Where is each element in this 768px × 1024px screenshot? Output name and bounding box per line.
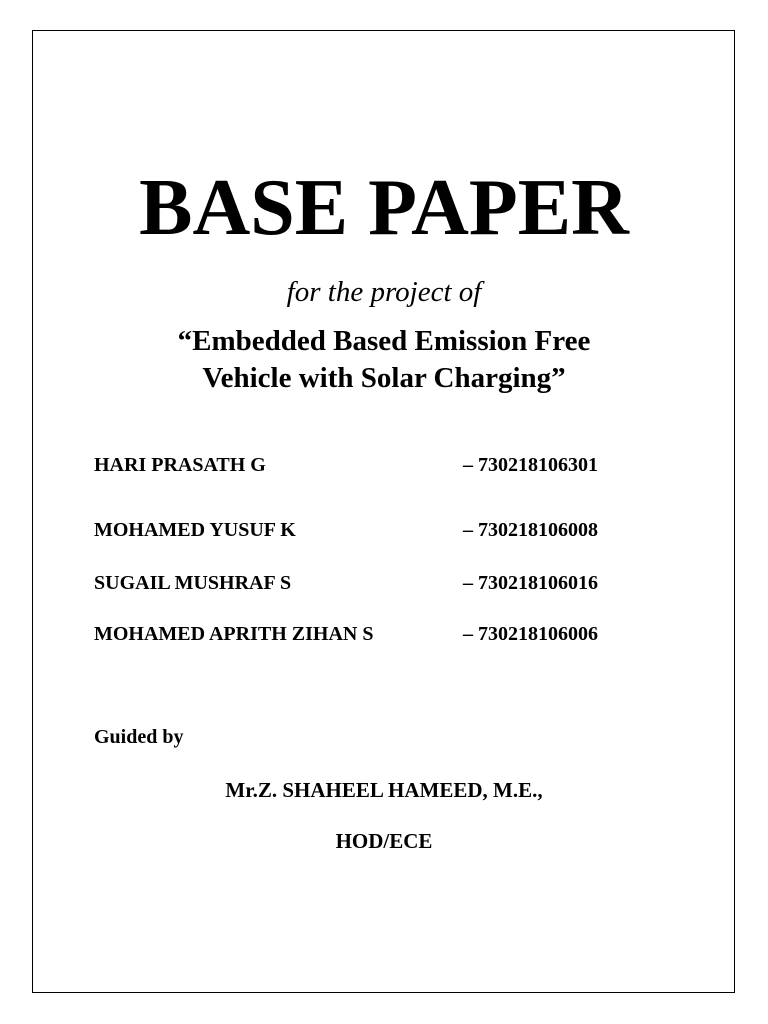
member-register-number: – 730218106301 [463,454,598,476]
member-row [94,621,654,647]
member-row [94,452,654,478]
member-name: MOHAMED APRITH ZIHAN S [94,623,374,645]
project-title-line-2: Vehicle with Solar Charging” [202,362,566,394]
member-name: HARI PRASATH G [94,454,266,476]
member-row [94,517,654,543]
member-name: SUGAIL MUSHRAF S [94,572,292,594]
member-register-number: – 730218106016 [463,572,598,594]
member-register-number: – 730218106006 [463,623,598,645]
project-title [0,323,768,397]
guided-by-label: Guided by [94,726,184,748]
member-row [94,570,654,596]
member-register-number: – 730218106008 [463,519,598,541]
document-title: BASE PAPER [139,164,629,252]
document-subtitle: for the project of [286,276,482,308]
guide-designation: HOD/ECE [335,829,433,853]
member-name: MOHAMED YUSUF K [94,519,296,541]
guide-name: Mr.Z. SHAHEEL HAMEED, M.E., [225,778,543,802]
project-title-line-1: “Embedded Based Emission Free [177,325,591,357]
